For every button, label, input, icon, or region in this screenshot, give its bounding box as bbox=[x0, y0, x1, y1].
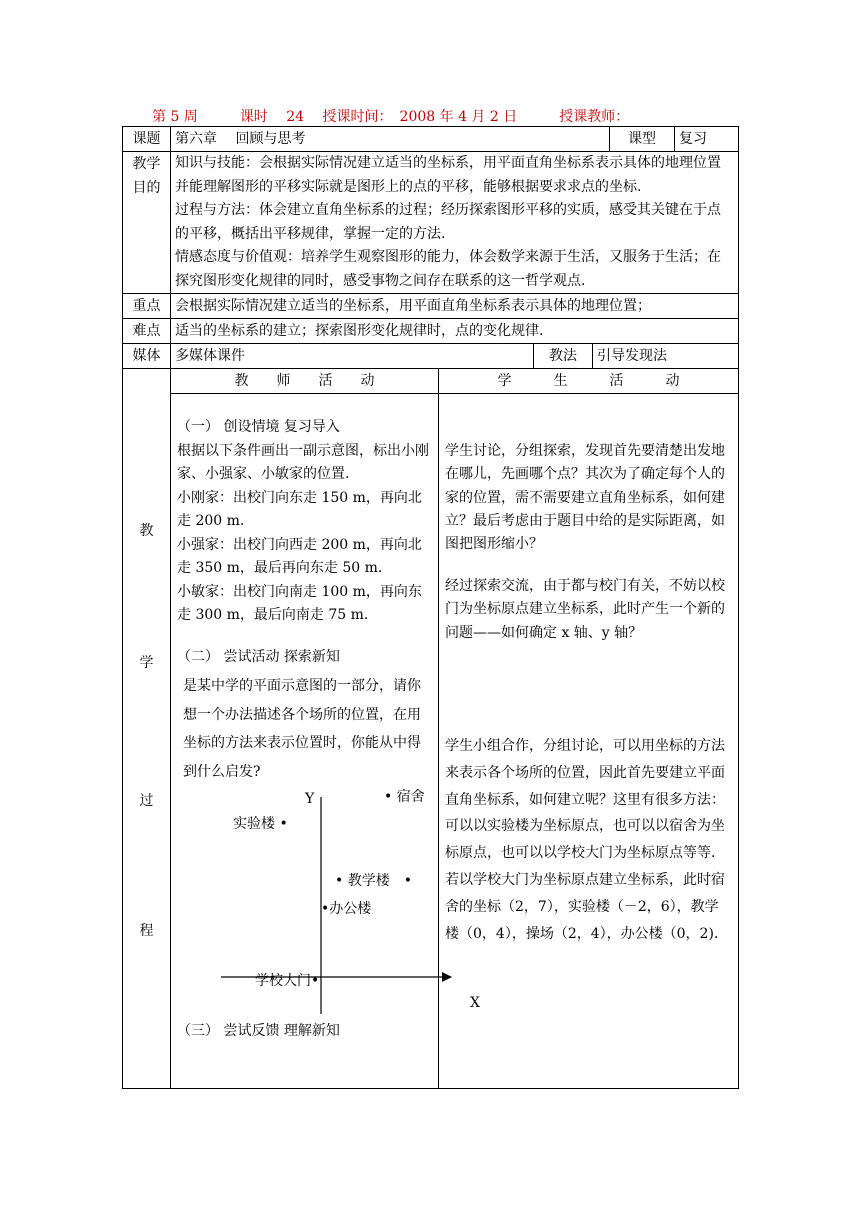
date-label: 授课时间： bbox=[322, 109, 386, 125]
student-activity bbox=[439, 394, 739, 1089]
student-para-2: 经过探索交流，由于都与校门有关，不妨以校门为坐标原点建立坐标系，此时产生一个新的问题——如何确定 x 轴、y 轴？ bbox=[445, 578, 725, 641]
type-value: 复习 bbox=[675, 127, 739, 152]
xiaoqiang-home: 小强家：出校门向西走 200 m，再向北走 350 m，最后再向东走 50 m. bbox=[177, 537, 422, 577]
method-label: 教法 bbox=[534, 344, 593, 369]
type-label: 课型 bbox=[610, 127, 675, 152]
section2-title: （二） 尝试活动 探索新知 bbox=[177, 649, 340, 665]
student-activity-header: 学 生 活 动 bbox=[439, 369, 739, 394]
campus-diagram bbox=[171, 394, 480, 1088]
teaching-goals bbox=[171, 152, 739, 294]
media: 多媒体课件 bbox=[171, 344, 534, 369]
week: 第 5 周 bbox=[152, 109, 198, 125]
xiaomin-home: 小敏家：出校门向南走 100 m，再向东走 300 m，最后向南走 75 m. bbox=[177, 584, 422, 624]
dorm-label: • 宿舍 bbox=[384, 789, 425, 805]
y-axis-label: Y bbox=[305, 791, 315, 807]
period: 24 bbox=[286, 109, 305, 125]
difficulty: 适当的坐标系的建立；探索图形变化规律时，点的变化规律. bbox=[171, 319, 739, 344]
goal-knowledge: 知识与技能：会根据实际情况建立适当的坐标系，用平面直角坐标系表示具体的地理位置并能理解图形的平移实际就是图形上的点的平移，能够根据要求求点的坐标. bbox=[175, 155, 721, 195]
media-label: 媒体 bbox=[123, 344, 171, 369]
goal-process: 过程与方法：体会建立直角坐标系的过程；经历探索图形平移的实质，感受其关键在于点的平移，概括出平移规律，掌握一定的方法. bbox=[175, 202, 721, 242]
lesson-header bbox=[152, 106, 629, 126]
process-label bbox=[123, 369, 171, 1089]
topic: 第六章 回顾与思考 bbox=[171, 127, 610, 152]
date: 2008 年 4 月 2 日 bbox=[399, 109, 518, 125]
difficulty-label: 难点 bbox=[123, 319, 171, 344]
student-para-1: 学生讨论，分组探索，发现首先要清楚出发地在哪儿，先画哪个点？其次为了确定每个人的家的位置，需不需要建立直角坐标系，如何建立？最后考虑由于题目中给的是实际距离，如图把图形缩小？ bbox=[445, 443, 725, 553]
process-char-3: 过 bbox=[139, 793, 154, 809]
teaching-building-label: • 教学楼 • bbox=[335, 873, 412, 889]
teacher-activity-header: 教 师 活 动 bbox=[171, 369, 439, 394]
office-label: •办公楼 bbox=[321, 901, 372, 917]
section2-body: 是某中学的平面示意图的一部分，请你想一个办法描述各个场所的位置，在用坐标的方法来表示位置时，你能从中得到什么启发? bbox=[183, 678, 421, 780]
lab-label: 实验楼 • bbox=[233, 816, 288, 832]
method: 引导发现法 bbox=[593, 344, 739, 369]
lesson-plan-table bbox=[122, 126, 739, 1089]
process-char-2: 学 bbox=[139, 655, 154, 671]
school-gate-label: 学校大门• bbox=[255, 973, 320, 989]
goals-label: 教学 目的 bbox=[123, 152, 171, 294]
x-axis-label: X bbox=[470, 995, 480, 1011]
process-char-4: 程 bbox=[139, 923, 154, 939]
section1-title: （一） 创设情境 复习导入 bbox=[177, 419, 340, 435]
student-para-3: 学生小组合作，分组讨论，可以用坐标的方法来表示各个场所的位置，因此首先要建立平面直角坐标系，如何建立呢？这里有很多方法：可以以实验楼为坐标原点，也可以以宿舍为坐标原点，也可以以学校大门为坐标原点等等．若以学校大门为坐标原点建立坐标系，此时宿舍的坐标（2，7），实验楼（－2，6），教学楼（0，4），操场（2，4），办公楼（0，2). bbox=[445, 738, 725, 942]
teacher-activity bbox=[171, 394, 480, 1089]
section1-body: 根据以下条件画出一副示意图，标出小刚家、小强家、小敏家的位置. bbox=[177, 443, 429, 483]
goal-attitude: 情感态度与价值观：培养学生观察图形的能力，体会数学来源于生活，又服务于生活；在探究图形变化规律的同时，感受事物之间存在联系的这一哲学观点. bbox=[175, 249, 721, 289]
process-char-1: 教 bbox=[139, 523, 154, 539]
section3-title: （三） 尝试反馈 理解新知 bbox=[177, 1023, 340, 1039]
key-label: 重点 bbox=[123, 294, 171, 319]
xiaogang-home: 小刚家：出校门向东走 150 m，再向北走 200 m. bbox=[177, 490, 422, 530]
period-label: 课时 bbox=[239, 109, 268, 125]
key-point: 会根据实际情况建立适当的坐标系，用平面直角坐标系表示具体的地理位置； bbox=[171, 294, 739, 319]
teacher-label: 授课教师： bbox=[559, 109, 630, 125]
topic-label: 课题 bbox=[123, 127, 171, 152]
